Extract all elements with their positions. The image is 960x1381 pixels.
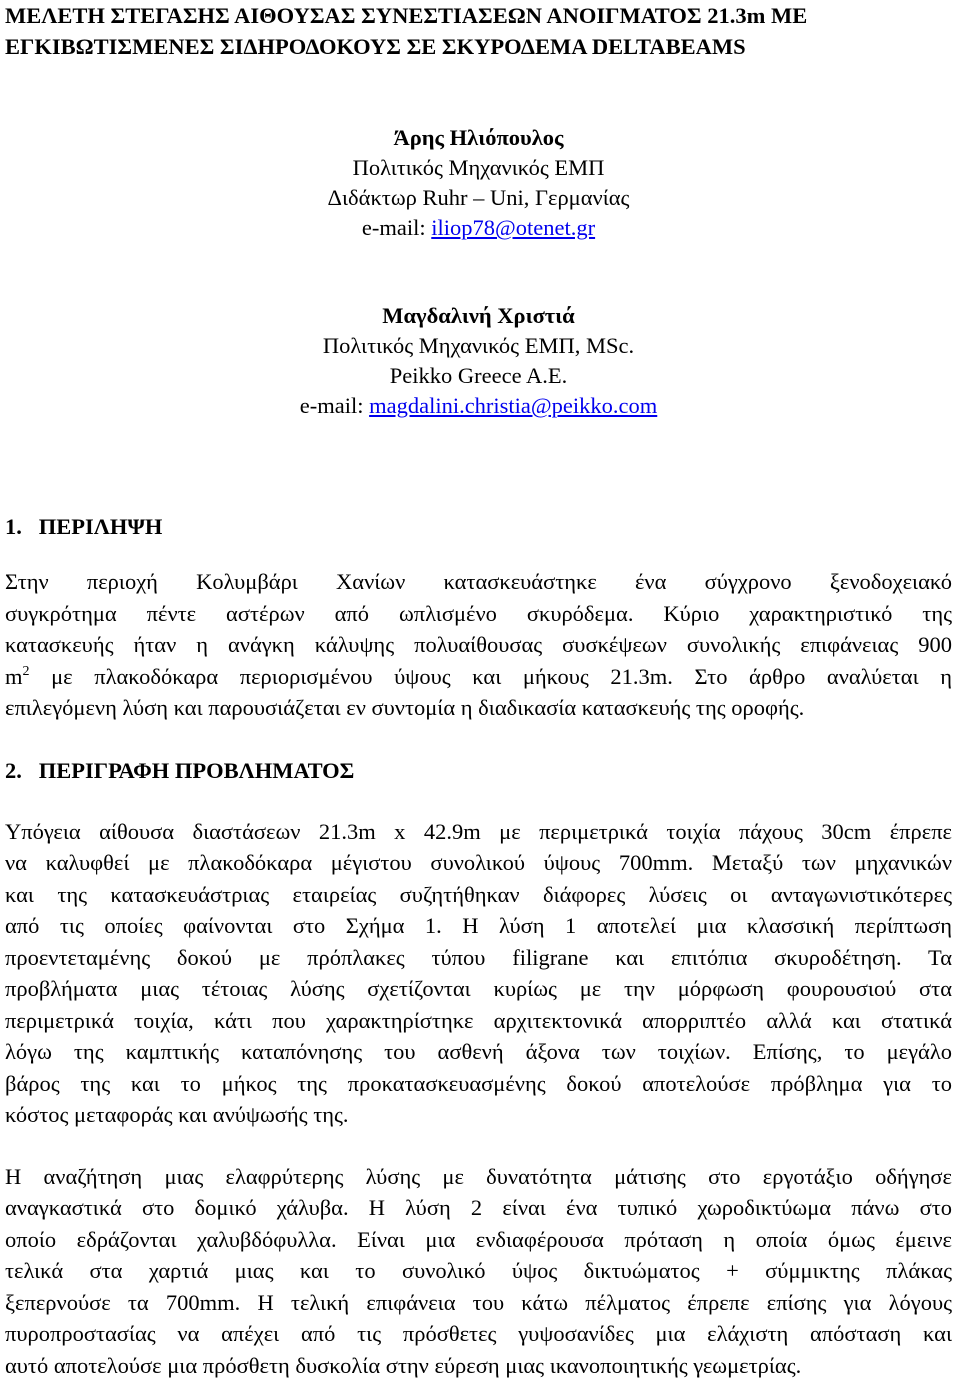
problem-p1-line-8: λόγω της καμπτικής καταπόνησης του ασθενή άξονα των τοιχίων. Επίσης, το μεγάλο	[5, 1036, 952, 1068]
problem-p1-line-9: βάρος της και το μήκος της προκατασκευασμένης δοκού αποτελούσε πρόβλημα για το	[5, 1068, 952, 1100]
author-1	[5, 123, 952, 243]
area-unit-exponent: 2	[23, 664, 30, 679]
author-2-company: Peikko Greece A.E.	[5, 361, 952, 391]
author-1-email-row	[5, 213, 952, 243]
author-1-affiliation: Πολιτικός Μηχανικός ΕΜΠ	[5, 153, 952, 183]
author-2-name: Μαγδαλινή Χριστιά	[5, 301, 952, 331]
title-line-1: ΜΕΛΕΤΗ ΣΤΕΓΑΣΗΣ ΑΙΘΟΥΣΑΣ ΣΥΝΕΣΤΙΑΣΕΩΝ ΑΝΟΙΓΜΑΤΟΣ 21.3m ΜΕ	[5, 0, 952, 31]
author-2-email-row	[5, 391, 952, 421]
author-1-email-link[interactable]: iliop78@otenet.gr	[431, 215, 595, 240]
problem-p2-line-5: ξεπερνούσε τα 700mm. Η τελική επιφάνεια του κάτω πέλματος έπρεπε επίσης για λόγους	[5, 1287, 952, 1319]
abstract-line-1: Στην περιοχή Κολυμβάρι Χανίων κατασκευάστηκε ένα σύγχρονο ξενοδοχειακό	[5, 566, 952, 598]
abstract-line-4-rest: με πλακοδόκαρα περιορισμένου ύψους και μήκους 21.3m. Στο άρθρο αναλύεται η	[30, 664, 952, 689]
author-2-affiliation: Πολιτικός Μηχανικός ΕΜΠ, MSc.	[5, 331, 952, 361]
problem-p1-line-4: από τις οποίες φαίνονται στο Σχήμα 1. Η λύση 1 αποτελεί μια κλασσική περίπτωση	[5, 910, 952, 942]
abstract-line-2: συγκρότημα πέντε αστέρων από ωπλισμένο σκυρόδεμα. Κύριο χαρακτηριστικό της	[5, 598, 952, 630]
abstract-line-5: επιλεγόμενη λύση και παρουσιάζεται εν συντομία η διαδικασία κατασκευής της οροφής.	[5, 692, 952, 724]
section-2-heading: 2. ΠΕΡΙΓΡΑΦΗ ΠΡΟΒΛΗΜΑΤΟΣ	[5, 756, 952, 786]
paper-title	[5, 0, 952, 62]
problem-p2-line-7: αυτό αποτελούσε μια πρόσθετη δυσκολία στην εύρεση μιας ικανοποιητικής γεωμετρίας.	[5, 1350, 952, 1381]
problem-p2-line-6: πυροπροστασίας να απέχει από τις πρόσθετες γυψοσανίδες μια ελάχιστη απόσταση και	[5, 1318, 952, 1350]
problem-p2-line-2: αναγκαστικά στο δομικό χάλυβα. Η λύση 2 είναι ένα τυπικό χωροδικτύωμα πάνω στο	[5, 1192, 952, 1224]
title-line-2: ΕΓΚΙΒΩΤΙΣΜΕΝΕΣ ΣΙΔΗΡΟΔΟΚΟΥΣ ΣΕ ΣΚΥΡΟΔΕΜΑ DELTABEAMS	[5, 31, 952, 62]
problem-p1-line-7: περιμετρικά τοιχία, κάτι που χαρακτηρίστηκε αρχιτεκτονικά απορριπτέο αλλά και στατικά	[5, 1005, 952, 1037]
section-1-heading: 1. ΠΕΡΙΛΗΨΗ	[5, 512, 952, 542]
problem-p2-line-3: οποίο εδράζονται χαλυβδόφυλλα. Είναι μια ενδιαφέρουσα πρόταση η οποία όμως έμεινε	[5, 1224, 952, 1256]
authors-block	[5, 123, 952, 421]
problem-p1-line-1: Υπόγεια αίθουσα διαστάσεων 21.3m x 42.9m με περιμετρικά τοιχία πάχους 30cm έπρεπε	[5, 816, 952, 848]
abstract-line-4	[5, 661, 952, 693]
problem-p1-line-10: κόστος μεταφοράς και ανύψωσής της.	[5, 1099, 952, 1131]
author-1-degree: Διδάκτωρ Ruhr – Uni, Γερμανίας	[5, 183, 952, 213]
author-2	[5, 301, 952, 421]
author-2-email-label: e-mail:	[300, 393, 369, 418]
abstract-paragraph	[5, 566, 952, 724]
area-unit: m	[5, 664, 23, 689]
author-2-email-link[interactable]: magdalini.christia@peikko.com	[369, 393, 657, 418]
abstract-line-3: κατασκευής ήταν η ανάγκη κάλυψης πολυαίθουσας συσκέψεων συνολικής επιφάνειας 900	[5, 629, 952, 661]
problem-p1-line-3: και της κατασκευάστριας εταιρείας συζητήθηκαν διάφορες λύσεις οι ανταγωνιστικότερες	[5, 879, 952, 911]
problem-p1-line-2: να καλυφθεί με πλακοδόκαρα μέγιστου συνολικού ύψους 700mm. Μεταξύ των μηχανικών	[5, 847, 952, 879]
author-1-email-label: e-mail:	[362, 215, 431, 240]
problem-p2-line-1: Η αναζήτηση μιας ελαφρύτερης λύσης με δυνατότητα μάτισης στο εργοτάξιο οδήγησε	[5, 1161, 952, 1193]
problem-p1-line-5: προεντεταμένης δοκού με πρόπλακες τύπου filigrane και επιτόπια σκυροδέτηση. Τα	[5, 942, 952, 974]
author-1-name: Άρης Ηλιόπουλος	[5, 123, 952, 153]
problem-p1-line-6: προβλήματα μιας τέτοιας λύσης σχετίζονται κυρίως με την μόρφωση φουρουσιού στα	[5, 973, 952, 1005]
problem-paragraph-1	[5, 816, 952, 1131]
problem-p2-line-4: τελικά στα χαρτιά μιας και το συνολικό ύψος δικτυώματος + σύμμικτης πλάκας	[5, 1255, 952, 1287]
